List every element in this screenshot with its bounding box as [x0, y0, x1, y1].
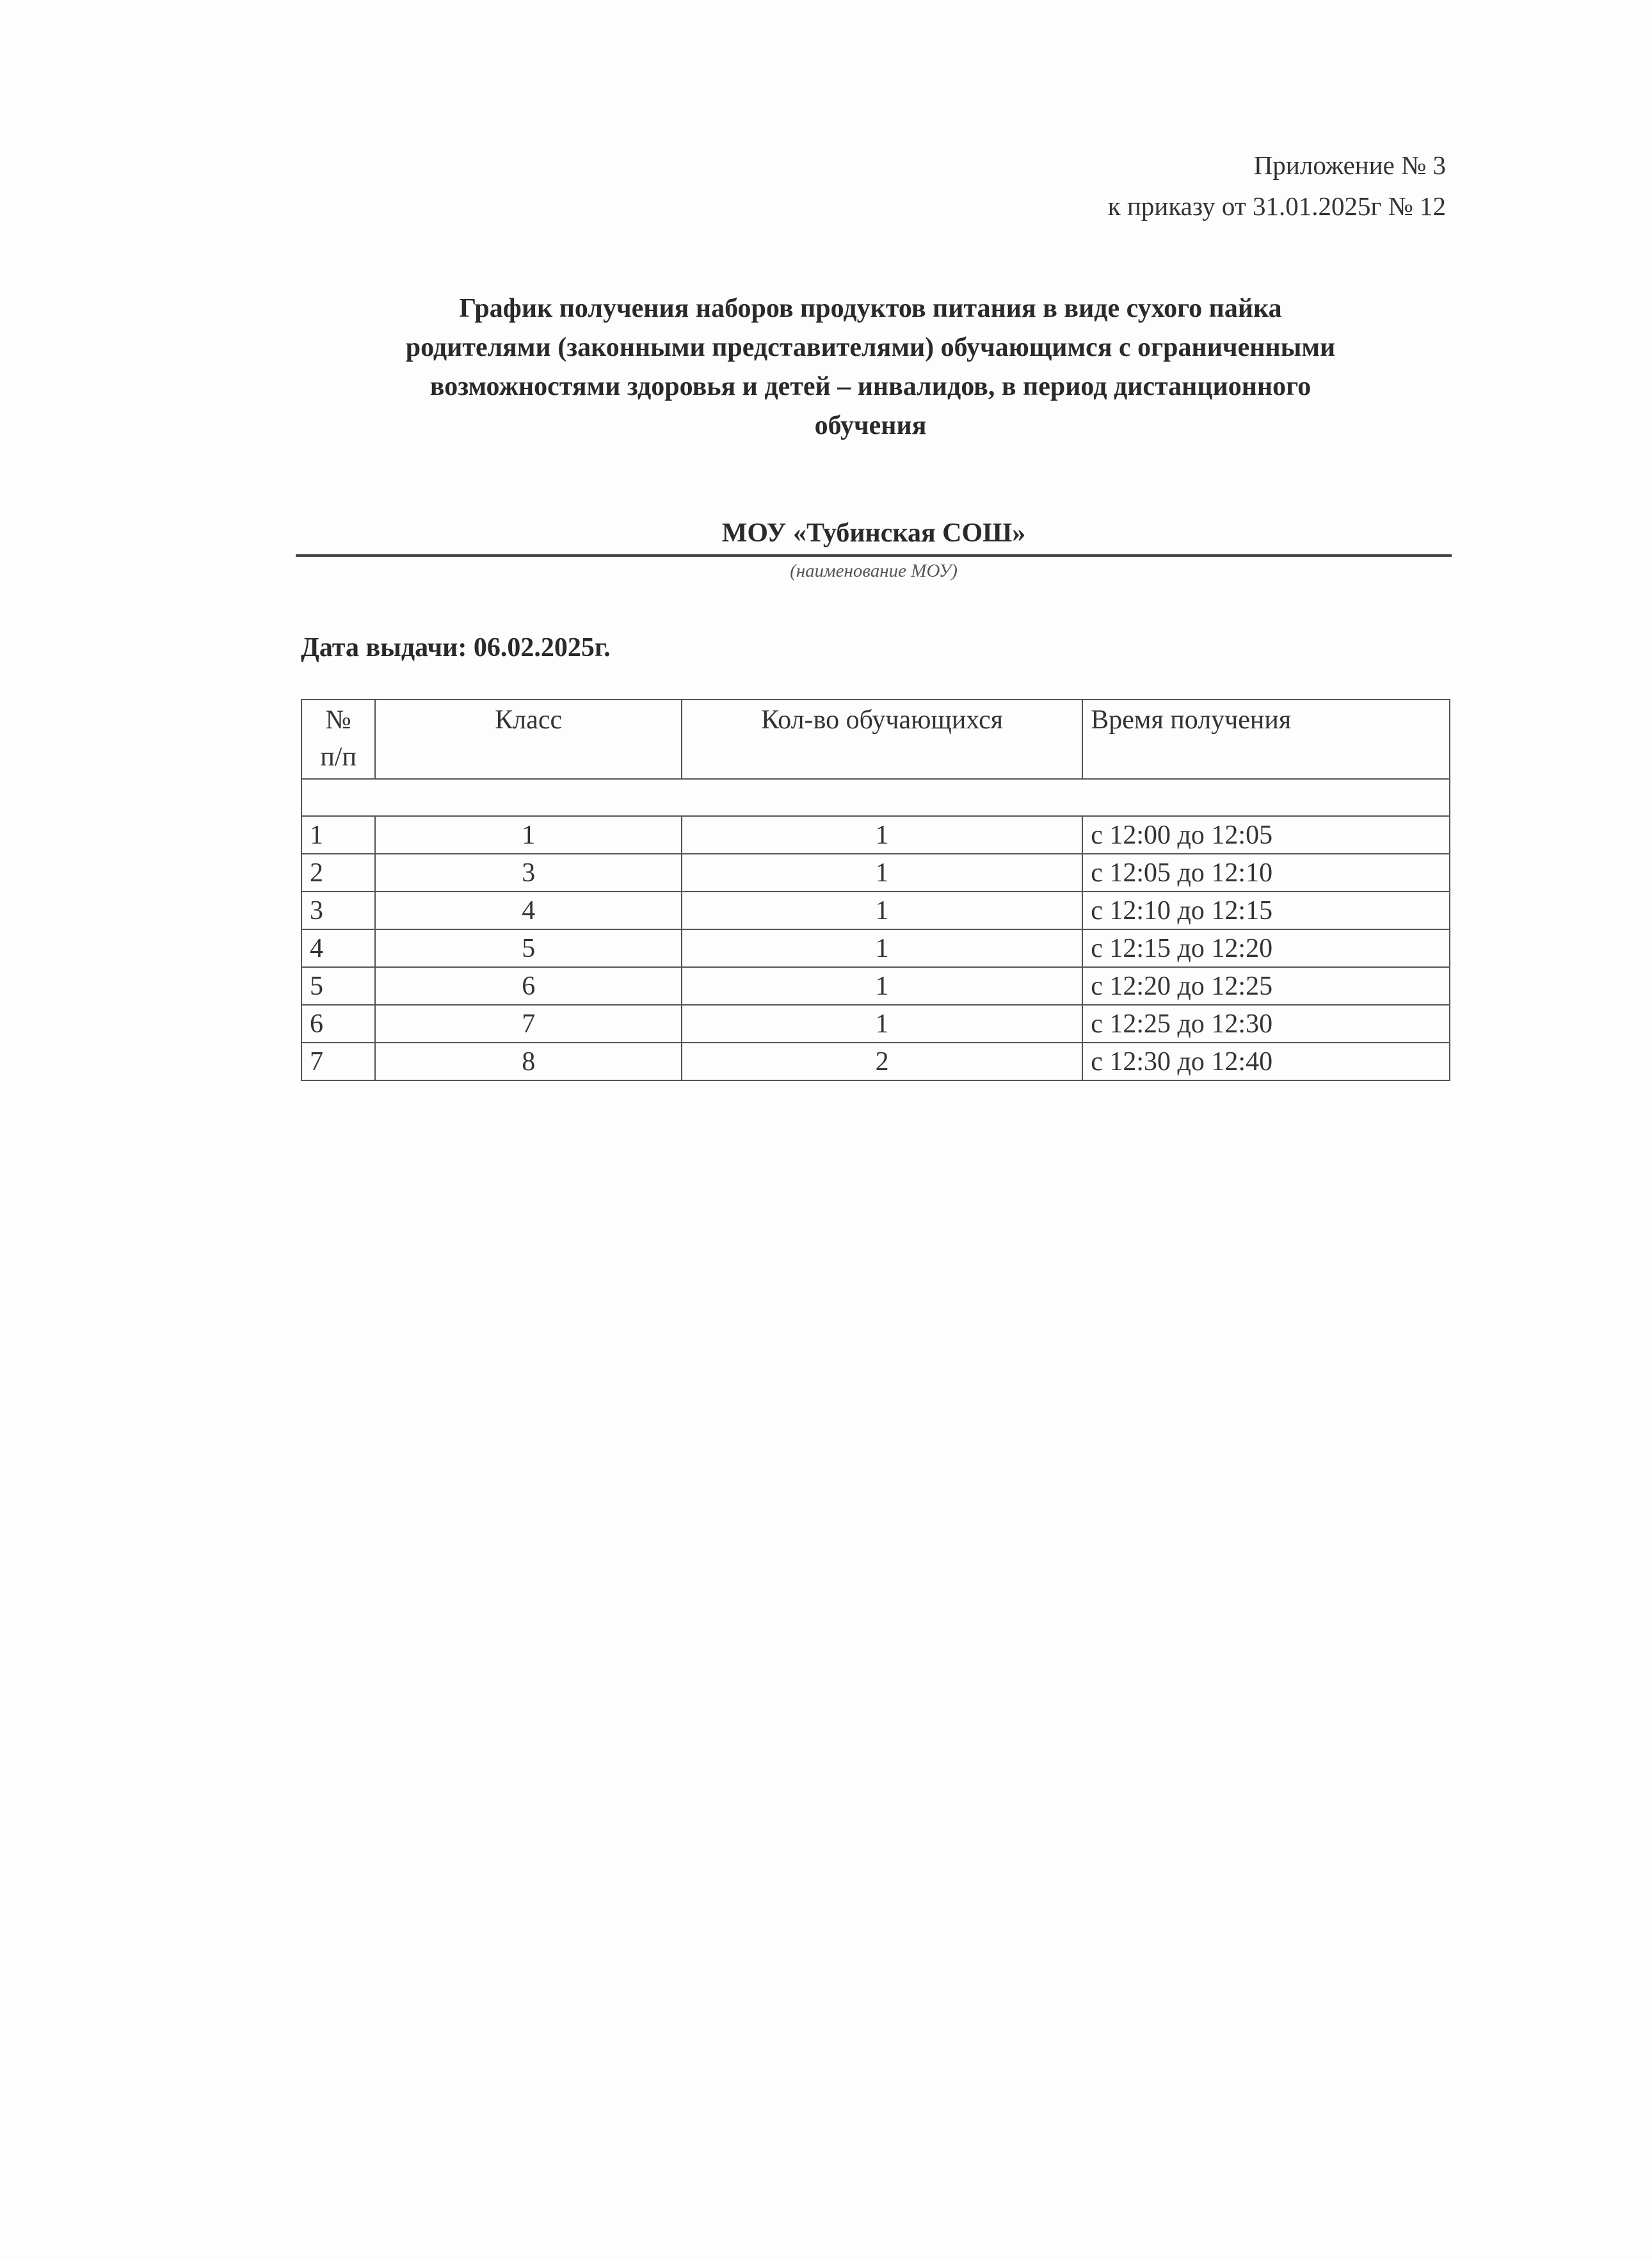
cell-time: с 12:25 до 12:30 — [1082, 1005, 1450, 1043]
cell-count: 1 — [682, 1005, 1082, 1043]
table-row — [301, 854, 1450, 892]
title-line-1: График получения наборов продуктов питания в виде сухого пайка — [459, 294, 1282, 323]
cell-class: 7 — [375, 1005, 682, 1043]
cell-number: 3 — [301, 892, 375, 929]
cell-count: 1 — [682, 929, 1082, 967]
table-row — [301, 1005, 1450, 1043]
school-name: МОУ «Тубинская СОШ» — [721, 518, 1026, 548]
table-row — [301, 1043, 1450, 1080]
cell-count: 1 — [682, 892, 1082, 929]
cell-count: 2 — [682, 1043, 1082, 1080]
table-spacer-row — [301, 779, 1450, 816]
cell-number: 7 — [301, 1043, 375, 1080]
header-class: Класс — [375, 700, 682, 779]
table-header-row — [301, 700, 1450, 779]
title-line-2: родителями (законными представителями) обучающимся с ограниченными — [405, 333, 1336, 362]
cell-class: 6 — [375, 967, 682, 1005]
issue-date: Дата выдачи: 06.02.2025г. — [301, 633, 611, 662]
appendix-reference — [1108, 145, 1446, 227]
cell-time: с 12:30 до 12:40 — [1082, 1043, 1450, 1080]
document-title — [282, 289, 1459, 445]
header-number — [301, 700, 375, 779]
cell-class: 8 — [375, 1043, 682, 1080]
spacer-cell — [301, 779, 1450, 816]
cell-number: 4 — [301, 929, 375, 967]
table-row — [301, 929, 1450, 967]
cell-number: 2 — [301, 854, 375, 892]
cell-number: 5 — [301, 967, 375, 1005]
header-number-symbol: № — [325, 705, 351, 735]
header-time: Время получения — [1082, 700, 1450, 779]
table-row — [301, 892, 1450, 929]
table-row — [301, 816, 1450, 854]
school-underline — [296, 554, 1452, 557]
header-count: Кол-во обучающихся — [682, 700, 1082, 779]
cell-class: 5 — [375, 929, 682, 967]
cell-time: с 12:00 до 12:05 — [1082, 816, 1450, 854]
appendix-number: Приложение № 3 — [1253, 150, 1446, 180]
table-row — [301, 967, 1450, 1005]
cell-count: 1 — [682, 816, 1082, 854]
cell-number: 6 — [301, 1005, 375, 1043]
cell-count: 1 — [682, 854, 1082, 892]
cell-time: с 12:05 до 12:10 — [1082, 854, 1450, 892]
title-line-3: возможностями здоровья и детей – инвалидов, в период дистанционного — [429, 372, 1311, 401]
cell-time: с 12:15 до 12:20 — [1082, 929, 1450, 967]
order-reference: к приказу от 31.01.2025г № 12 — [1107, 191, 1446, 221]
cell-time: с 12:20 до 12:25 — [1082, 967, 1450, 1005]
header-number-abbrev: п/п — [320, 742, 357, 772]
cell-class: 4 — [375, 892, 682, 929]
cell-number: 1 — [301, 816, 375, 854]
cell-class: 3 — [375, 854, 682, 892]
cell-count: 1 — [682, 967, 1082, 1005]
school-caption: (наименование МОУ) — [790, 561, 958, 581]
title-line-4: обучения — [814, 411, 927, 440]
cell-class: 1 — [375, 816, 682, 854]
cell-time: с 12:10 до 12:15 — [1082, 892, 1450, 929]
schedule-table — [301, 699, 1450, 1081]
